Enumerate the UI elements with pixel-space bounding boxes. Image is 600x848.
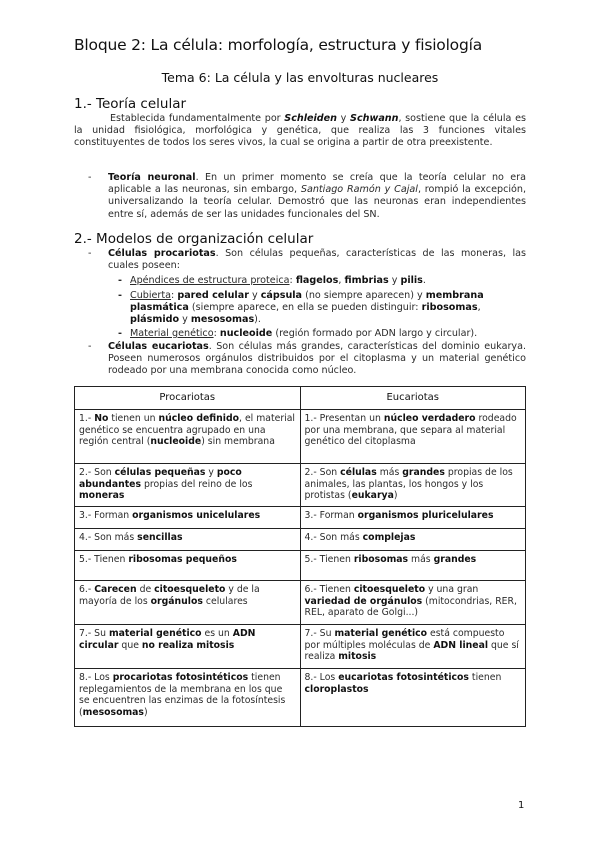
table-cell: 8.- Los procariotas fotosintéticos tienen replegamientos de la membrana en los que se encuentren las enzimas de la fotosíntesis (mesosomas) — [75, 669, 301, 727]
table-cell: 7.- Su material genético es un ADN circular que no realiza mitosis — [75, 625, 301, 669]
table-cell: 4.- Son más complejas — [300, 529, 526, 551]
table-header-row — [75, 387, 526, 410]
table-cell: 2.- Son células más grandes propias de los animales, las plantas, los hongos y los protistas (eukarya) — [300, 464, 526, 507]
prokaryote-bullet: - Células procariotas. Son células pequeñas, características de las moneras, las cuales poseen: — [88, 248, 526, 272]
table-row — [75, 581, 526, 625]
header-eukaryotes: Eucariotas — [300, 387, 526, 410]
table-row — [75, 625, 526, 669]
genetic-material-item: - Material genético: nucleoide (región formado por ADN largo y circular). — [118, 328, 478, 339]
table-cell: 6.- Carecen de citoesqueleto y de la mayoría de los orgánulos celulares — [75, 581, 301, 625]
table-cell: 5.- Tienen ribosomas pequeños — [75, 551, 301, 581]
header-prokaryotes: Procariotas — [75, 387, 301, 410]
section-heading-1: 1.- Teoría celular — [74, 96, 187, 112]
table-row — [75, 551, 526, 581]
table-cell: 6.- Tienen citoesqueleto y una gran variedad de orgánulos (mitocondrias, RER, REL, aparato de Golgi...) — [300, 581, 526, 625]
eukaryote-bullet: - Células eucariotas. Son células más grandes, características del dominio eukarya. Poseen numerosos orgánulos distribuidos por el citoplasma y un material genético rodeado por una membrana conocida como núcleo. — [88, 341, 527, 377]
table-cell: 1.- Presentan un núcleo verdadero rodeado por una membrana, que separa al material genético del citoplasma — [300, 410, 526, 464]
table-row — [75, 464, 526, 507]
table-row — [75, 507, 526, 529]
table-row — [75, 410, 526, 464]
table-cell: 3.- Forman organismos unicelulares — [75, 507, 301, 529]
table-cell: 4.- Son más sencillas — [75, 529, 301, 551]
topic-title: Tema 6: La célula y las envolturas nucleares — [161, 70, 439, 85]
comparison-table — [74, 386, 526, 727]
table-cell: 2.- Son células pequeñas y poco abundantes propias del reino de los moneras — [75, 464, 301, 507]
cover-item: - Cubierta: pared celular y cápsula (no siempre aparecen) y membrana plasmática (siempre aparece, en ella se pueden distinguir: ribosomas, plásmido y mesosomas). — [118, 290, 484, 326]
table-cell: 5.- Tienen ribosomas más grandes — [300, 551, 526, 581]
table-cell: 3.- Forman organismos pluricelulares — [300, 507, 526, 529]
page-number: 1 — [518, 800, 525, 811]
table-row — [75, 669, 526, 727]
cell-theory-paragraph: Establecida fundamentalmente por Schleiden y Schwann, sostiene que la célula es la unidad fisiológica, morfológica y genética, que realiza las 3 funciones vitales constituyentes de todos los seres vivos, la cual se origina a partir de otra preexistente. — [74, 113, 526, 149]
table-cell: 8.- Los eucariotas fotosintéticos tienen cloroplastos — [300, 669, 526, 727]
neuron-theory-bullet: - Teoría neuronal. En un primer momento se creía que la teoría celular no era aplicable a las neuronas, sin embargo, Santiago Ramón y Cajal, rompió la excepción, universalizando la teoría celular. Demostró que las neuronas eran independientes entre sí, además de ser las unidades funcionales del SN. — [88, 172, 527, 220]
table-row — [75, 529, 526, 551]
section-heading-2: 2.- Modelos de organización celular — [74, 231, 314, 247]
page-title: Bloque 2: La célula: morfología, estructura y fisiología — [74, 36, 483, 54]
table-cell: 1.- No tienen un núcleo definido, el material genético se encuentra agrupado en una región central (nucleoide) sin membrana — [75, 410, 301, 464]
appendages-item: - Apéndices de estructura proteica: flagelos, fimbrias y pilis. — [118, 275, 426, 286]
table-cell: 7.- Su material genético está compuesto por múltiples moléculas de ADN lineal que sí realiza mitosis — [300, 625, 526, 669]
